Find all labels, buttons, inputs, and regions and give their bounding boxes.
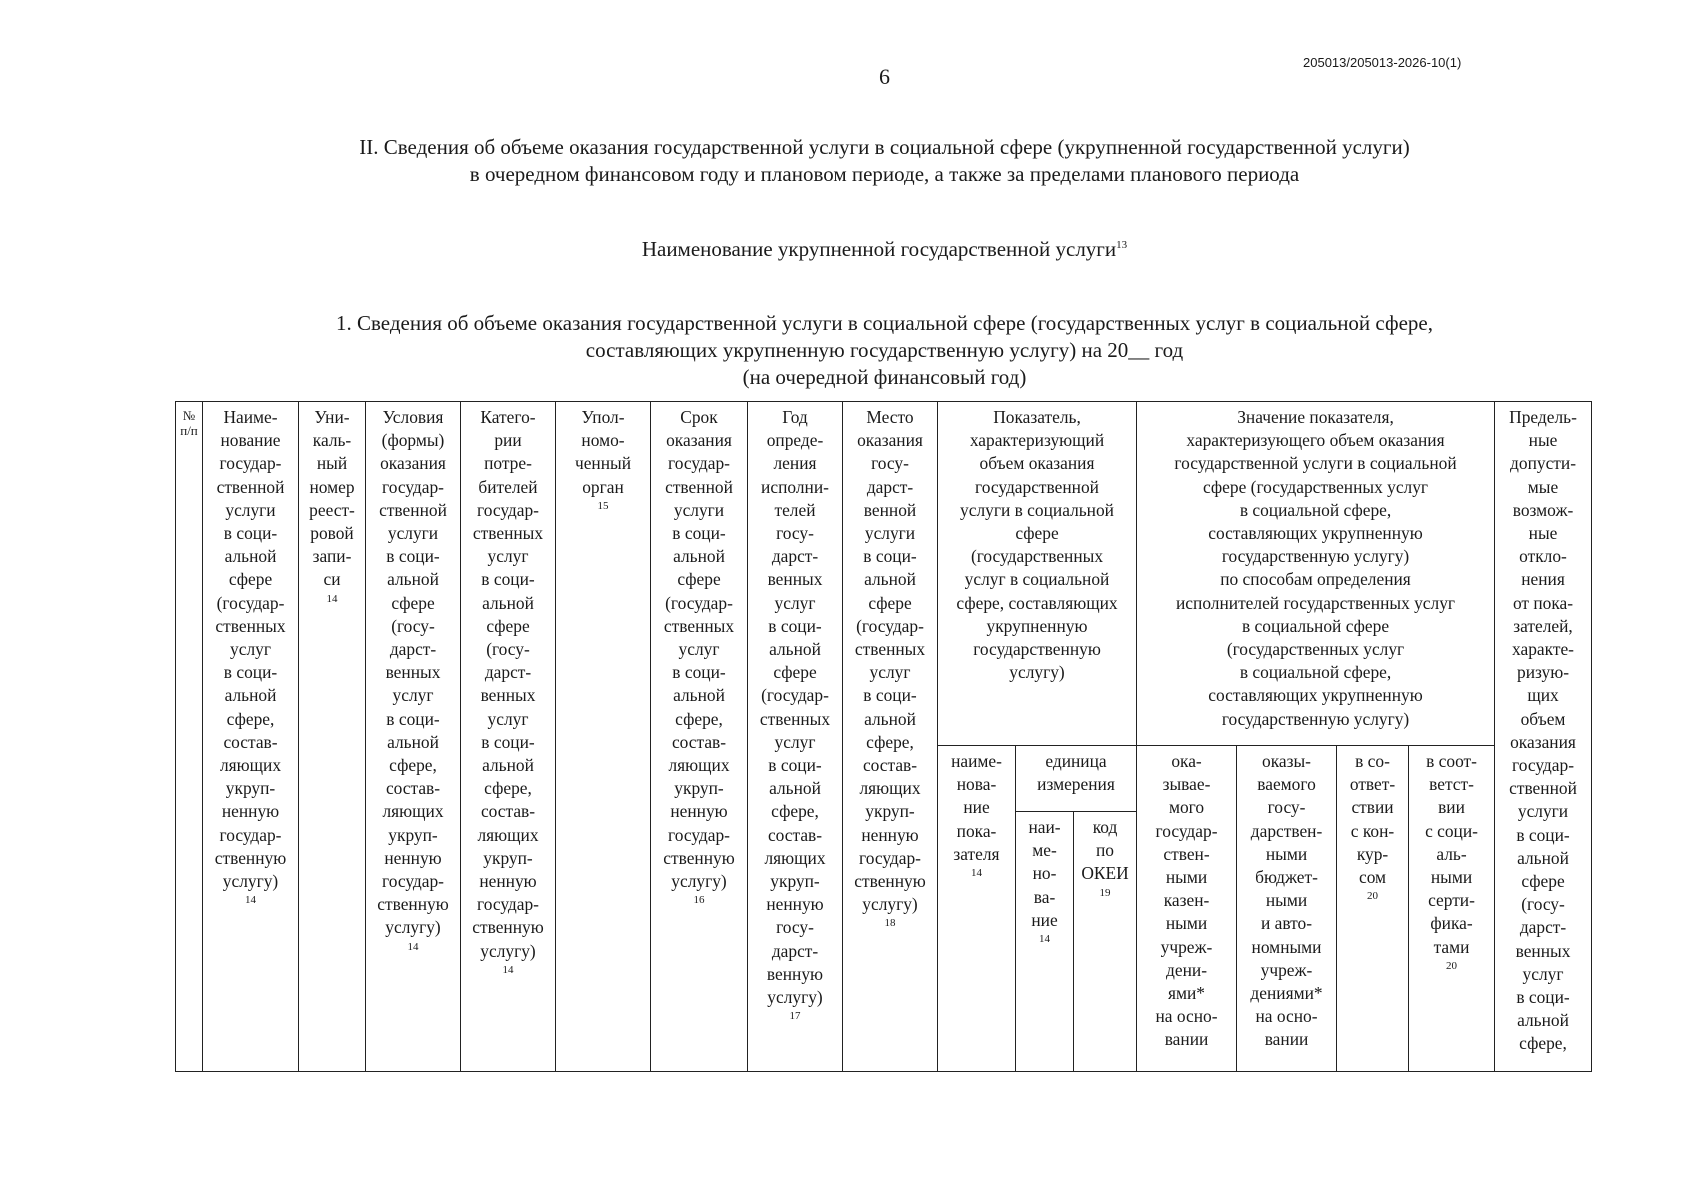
document-code: 205013/205013-2026-10(1) <box>1303 55 1462 70</box>
header-determination-year: Год опреде- ления исполни- телей госу- дарст- венных услуг в соци- альной сфере (государ- ственных услуг в соци- альной сфере, состав- ляющих укруп- ненную госу- дарст- венную услугу) $^{17}$ <box>748 402 843 1072</box>
header-conditions: Условия (формы) оказания государ- ственной услуги в соци- альной сфере (госу- дарст- венных услуг в соци- альной сфере, состав- ляющих укруп- ненную государ- ственную услугу) $^{14}$ <box>366 402 461 1072</box>
header-value-budget-institutions: оказы- ваемого госу- дарствен- ными бюджет- ными и авто- номными учреж- дениями* на осно- вании <box>1237 746 1337 1072</box>
subsection-title-line2: составляющих укрупненную государственную услугу) на 20__ год <box>585 338 1184 362</box>
section-title-line2: в очередном финансовом году и плановом периоде, а также за пределами планового периода <box>469 162 1300 186</box>
header-unit-name: наи- ме- но- ва- ние $^{14}$ <box>1016 812 1074 1072</box>
header-indicator-name: наиме- нова- ние пока- зателя $^{14}$ <box>938 746 1016 1072</box>
service-name-text: Наименование укрупненной государственной услуги <box>641 237 1117 261</box>
subsection-title-line3: (на очередной финансовый год) <box>742 365 1027 389</box>
header-allowed-deviations: Предель- ные допусти- мые возмож- ные откло- нения от пока- зателей, характе- ризую- щих объем оказания государ- ственной услуги в соци- альной сфере (госу- дарст- венных услуг в соци- альной сфере, <box>1495 402 1592 1072</box>
subsection-title <box>0 310 1692 391</box>
service-name-label <box>0 236 1692 263</box>
header-service-term: Срок оказания государ- ственной услуги в соци- альной сфере (государ- ственных услуг в соци- альной сфере, состав- ляющих укруп- ненную государ- ственную услугу) $^{16}$ <box>651 402 748 1072</box>
header-value-contest: в со- ответ- ствии с кон- кур- сом $^{20}$ <box>1337 746 1409 1072</box>
page-number: 6 <box>879 64 890 89</box>
header-service-place: Место оказания госу- дарст- венной услуги в соци- альной сфере (государ- ственных услуг в соци- альной сфере, состав- ляющих укруп- ненную государ- ственную услугу) $^{18}$ <box>843 402 938 1072</box>
header-indicator: Показатель, характеризующий объем оказания государственной услуги в социальной сфере (государственных услуг в социальной сфере, составляющих укрупненную государственную услугу) <box>938 402 1137 746</box>
header-value-certificates: в соот- ветст- вии с соци- аль- ными серти- фика- тами $^{20}$ <box>1409 746 1495 1072</box>
section-title-line1: II. Сведения об объеме оказания государственной услуги в социальной сфере (укрупненной государственной услуги) <box>359 135 1410 159</box>
header-authorized-body: Упол- номо- ченный орган $^{15}$ <box>556 402 651 1072</box>
header-unit-okei: код по ОКЕИ $^{19}$ <box>1074 812 1137 1072</box>
section-title <box>0 134 1692 188</box>
header-service-name: Наиме- нование государ- ственной услуги в соци- альной сфере (государ- ственных услуг в соци- альной сфере, состав- ляющих укруп- ненную государ- ственную услугу) $^{14}$ <box>203 402 299 1072</box>
header-consumer-categories: Катего- рии потре- бителей государ- ственных услуг в соци- альной сфере (госу- дарст- венных услуг в соци- альной сфере, состав- ляющих укруп- ненную государ- ственную услугу) $^{14}$ <box>461 402 556 1072</box>
header-value-state-institutions: ока- зывае- мого государ- ствен- ными казен- ными учреж- дени- ями* на осно- вании <box>1137 746 1237 1072</box>
subsection-title-line1: 1. Сведения об объеме оказания государственной услуги в социальной сфере (государственных услуг в социальной сфере, <box>336 311 1433 335</box>
footnote-ref: 13 <box>1116 239 1128 251</box>
header-number: № п/п <box>176 402 203 1072</box>
header-unit: единица измерения <box>1016 746 1137 812</box>
header-indicator-value: Значение показателя, характеризующего объем оказания государственной услуги в социальной сфере (государственных услуг в социальной сфере, составляющих укрупненную государственную услугу) по способам определения исполнителей государственных услуг в социальной сфере (государственных услуг в социальной сфере, составляющих укрупненную государственную услугу) <box>1137 402 1495 746</box>
header-registry-number: Уни- каль- ный номер реест- ровой запи- си $^{14}$ <box>299 402 366 1072</box>
volume-table <box>175 401 1592 1072</box>
